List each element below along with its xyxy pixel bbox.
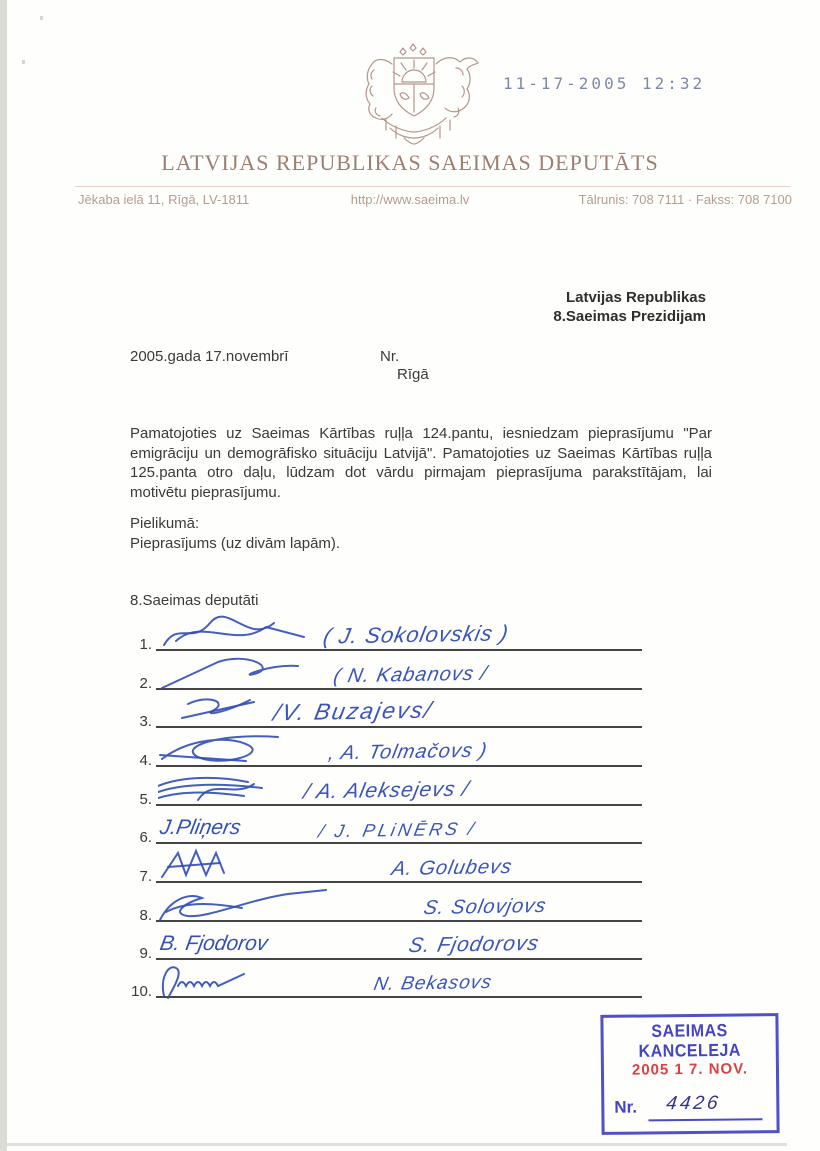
- latvia-coat-of-arms-icon: [352, 42, 484, 151]
- letterhead-address: Jēkaba ielā 11, Rīgā, LV-1811: [78, 192, 250, 207]
- document-date: 2005.gada 17.novembrī: [130, 348, 289, 365]
- signature-row-10: [124, 958, 654, 1002]
- signature-row-7: [124, 843, 654, 887]
- signature-name: ( J. Sokolovskis ): [321, 620, 512, 649]
- registry-stamp: [600, 1013, 779, 1135]
- attachment-value: Pieprasījums (uz divām lapām).: [130, 534, 341, 552]
- handwritten-signature: [158, 615, 348, 653]
- signatures-heading: 8.Saeimas deputāti: [130, 592, 259, 609]
- addressee-line1: Latvijas Republikas: [565, 289, 706, 306]
- row-number: 2.: [139, 675, 152, 692]
- document-place: Rīgā: [397, 366, 429, 383]
- handwritten-signature: [158, 654, 348, 692]
- signature-row-4: [124, 727, 654, 771]
- row-number: 6.: [139, 829, 152, 846]
- signature-name: , A. Tolmačovs ): [326, 739, 490, 765]
- handwritten-signature: [158, 847, 278, 885]
- row-number: 9.: [139, 945, 152, 962]
- letterhead-contact-row: [0, 192, 820, 210]
- scan-artifact-line: [7, 1143, 787, 1146]
- handwritten-signature: [158, 731, 348, 769]
- stamp-date: 2005 1 7. NOV.: [631, 1060, 749, 1079]
- signature-name: S. Solovjovs: [421, 894, 549, 920]
- handwritten-signature: [158, 886, 368, 924]
- stamp-number-line: [648, 1118, 762, 1121]
- scan-speck: [22, 60, 25, 64]
- fax-timestamp: 11-17-2005 12:32: [503, 74, 706, 93]
- row-number: 8.: [139, 907, 152, 924]
- stamp-title: SAEIMAS KANCELEJA: [638, 1021, 741, 1062]
- row-number: 5.: [139, 791, 152, 808]
- row-number: 1.: [139, 636, 152, 653]
- signature-row-3: [124, 688, 654, 732]
- signature-row-1: [124, 611, 654, 655]
- stamp-number-value: 4426: [665, 1092, 723, 1115]
- stamp-number-label: Nr.: [614, 1097, 638, 1117]
- signature-name: ( N. Kabanovs /: [331, 662, 490, 688]
- row-number: 3.: [139, 713, 152, 730]
- addressee-line2: 8.Saeimas Prezidijam: [553, 308, 706, 325]
- signature-name: /V. Buzajevs/: [271, 696, 436, 726]
- handwritten-signature-text: J.Pliņers: [158, 816, 243, 839]
- handwritten-signature: [158, 960, 318, 1000]
- attachment-block: [130, 514, 340, 553]
- signature-name: N. Bekasovs: [371, 971, 495, 996]
- letterhead-phone-fax: Tālrunis: 708 7111 · Fakss: 708 7100: [578, 192, 792, 207]
- addressee-block: [553, 288, 706, 326]
- body-paragraph: Pamatojoties uz Saeimas Kārtības ruļļa 124.pantu, iesniedzam pieprasījumu "Par emigrāciju un demogrāfisko situāciju Latvijā". Pamatojoties uz Saeimas Kārtības ruļļa 125.panta otro daļu, lūdzam dot vārdu pirmajam pieprasījuma parakstītājam, lai motivētu pieprasījumu.: [130, 425, 712, 501]
- handwritten-signature-text: B. Fjodorov: [158, 932, 270, 955]
- signature-name: S. Fjodorovs: [406, 931, 542, 958]
- signature-row-6: [124, 804, 654, 848]
- row-number: 4.: [139, 752, 152, 769]
- attachment-label: Pielikumā:: [130, 515, 200, 532]
- row-number: 7.: [139, 868, 152, 885]
- scan-speck: [40, 16, 43, 20]
- letterhead-website: http://www.saeima.lv: [350, 192, 470, 207]
- signature-name: A. Golubevs: [389, 855, 515, 881]
- signature-name: / A. Aleksejevs /: [301, 777, 472, 804]
- signature-name: / J. PLiNĒRS /: [316, 818, 479, 842]
- letterhead-divider: [75, 186, 790, 187]
- document-number-label: Nr.: [380, 348, 400, 365]
- row-number: 10.: [131, 983, 152, 1000]
- letterhead-title: LATVIJAS REPUBLIKAS SAEIMAS DEPUTĀTS: [161, 150, 659, 175]
